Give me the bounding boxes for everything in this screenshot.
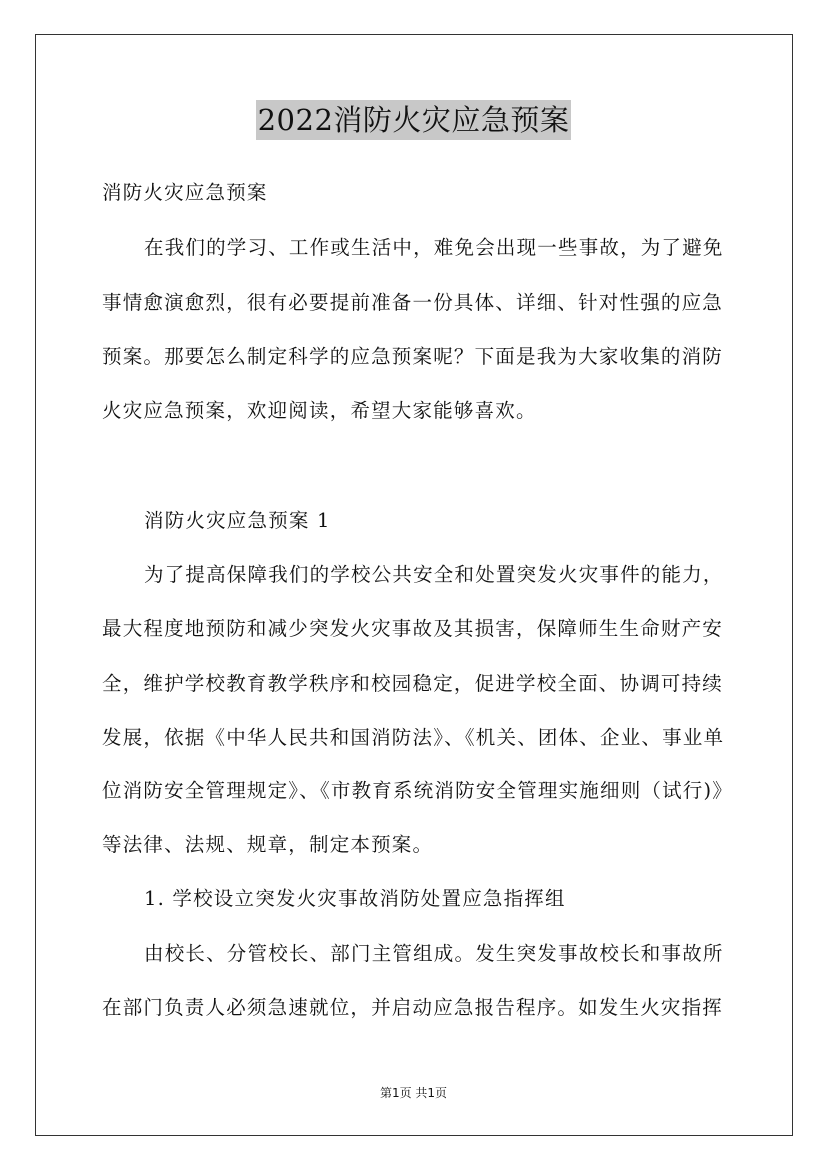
section-heading: 消防火灾应急预案 1	[144, 509, 331, 532]
paragraph-line: 火灾应急预案，欢迎阅读，希望大家能够喜欢。	[102, 399, 537, 422]
paragraph-line: 全，维护学校教育教学秩序和校园稳定，促进学校全面、协调可持续	[102, 672, 724, 695]
numbered-heading: 1. 学校设立突发火灾事故消防处置应急指挥组	[144, 887, 566, 910]
subtitle-line: 消防火灾应急预案	[102, 181, 268, 204]
paragraph-line: 等法律、法规、规章，制定本预案。	[102, 833, 434, 856]
paragraph-line: 由校长、分管校长、部门主管组成。发生突发事故校长和事故所	[144, 942, 724, 965]
page-footer: 第1页 共1页	[379, 1086, 448, 1100]
paragraph-line: 位消防安全管理规定》、《市教育系统消防安全管理实施细则（试行)》	[102, 779, 734, 802]
paragraph-line: 事情愈演愈烈，很有必要提前准备一份具体、详细、针对性强的应急	[102, 291, 724, 314]
paragraph-line: 预案。那要怎么制定科学的应急预案呢？下面是我为大家收集的消防	[102, 345, 724, 368]
paragraph-line: 在我们的学习、工作或生活中，难免会出现一些事故，为了避免	[144, 236, 724, 259]
paragraph-line: 最大程度地预防和减少突发火灾事故及其损害，保障师生生命财产安	[102, 617, 724, 640]
document-title: 2022消防火灾应急预案	[256, 100, 572, 140]
paragraph-line: 在部门负责人必须急速就位，并启动应急报告程序。如发生火灾指挥	[102, 996, 724, 1019]
title-container	[0, 100, 827, 140]
paragraph-line: 为了提高保障我们的学校公共安全和处置突发火灾事件的能力，	[144, 563, 724, 586]
paragraph-line: 发展，依据《中华人民共和国消防法》、《机关、团体、企业、事业单	[102, 726, 725, 749]
